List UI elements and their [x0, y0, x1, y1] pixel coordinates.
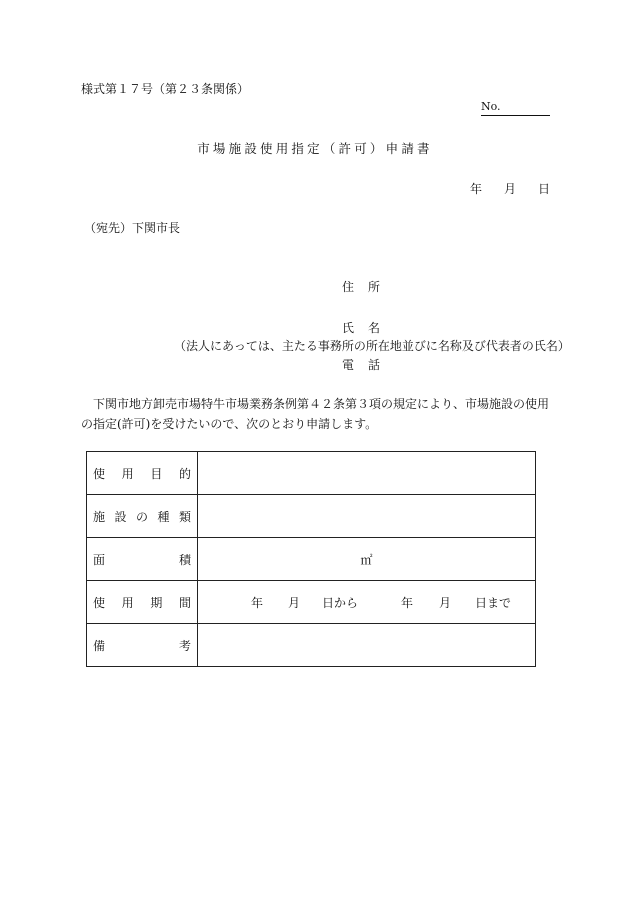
- label-char: 類: [178, 509, 191, 524]
- label-char: 目: [150, 466, 163, 481]
- phone-char: 話: [368, 358, 381, 372]
- period-start-day: 日から: [322, 595, 359, 610]
- table-row: [87, 624, 536, 667]
- addressee: （宛先）下関市長: [84, 221, 181, 235]
- name-char: 氏: [342, 321, 355, 335]
- corporate-name-note: （法人にあっては、主たる事務所の所在地並びに名称及び代表者の氏名）: [174, 339, 570, 353]
- facility-type-field[interactable]: [198, 495, 536, 538]
- period-label: [87, 581, 198, 624]
- label-char: 考: [178, 638, 191, 653]
- area-label: [87, 538, 198, 581]
- label-char: 設: [114, 509, 127, 524]
- date-year-label: 年: [470, 182, 483, 196]
- label-char: 用: [121, 595, 134, 610]
- applicant-address-label: [342, 278, 380, 295]
- period-end-year: 年: [401, 595, 414, 610]
- table-row: [87, 581, 536, 624]
- period-start-month: 月: [288, 595, 301, 610]
- remarks-label: [87, 624, 198, 667]
- form-number: 様式第１７号（第２３条関係）: [81, 82, 250, 96]
- date-month-label: 月: [503, 182, 516, 196]
- document-number-field[interactable]: No.: [481, 100, 550, 116]
- label-char: 的: [178, 466, 191, 481]
- label-char: 面: [93, 552, 106, 567]
- label-char: 積: [178, 552, 191, 567]
- label-char: 施: [93, 509, 106, 524]
- application-statement: 下関市地方卸売市場特牛市場業務条例第４２条第３項の規定により、市場施設の使用の指定(許可)を受けたいので、次のとおり申請します。: [81, 397, 550, 431]
- label-char: 用: [121, 466, 134, 481]
- remarks-field[interactable]: [198, 624, 536, 667]
- label-char: の: [135, 509, 148, 524]
- applicant-name-label: [342, 319, 380, 336]
- phone-char: 電: [342, 358, 355, 372]
- period-end-day: 日まで: [475, 595, 512, 610]
- label-char: 使: [93, 466, 106, 481]
- date-day-label: 日: [537, 182, 550, 196]
- document-title: 市場施設使用指定（許可）申請書: [197, 141, 433, 156]
- purpose-field[interactable]: [198, 452, 536, 495]
- label-char: 間: [178, 595, 191, 610]
- name-char: 名: [368, 321, 381, 335]
- period-start-year: 年: [251, 595, 264, 610]
- table-row: [87, 495, 536, 538]
- address-char: 所: [368, 280, 381, 294]
- application-table: [86, 451, 536, 667]
- applicant-phone-label: [342, 356, 380, 373]
- area-field[interactable]: [198, 538, 536, 581]
- square-meter-unit: ㎡: [360, 552, 373, 567]
- facility-type-label: [87, 495, 198, 538]
- table-row: [87, 538, 536, 581]
- label-char: 使: [93, 595, 106, 610]
- address-char: 住: [342, 280, 355, 294]
- purpose-label: [87, 452, 198, 495]
- table-row: [87, 452, 536, 495]
- application-date[interactable]: [470, 180, 550, 197]
- period-field[interactable]: [198, 581, 536, 624]
- label-char: 種: [157, 509, 170, 524]
- label-char: 備: [93, 638, 106, 653]
- label-char: 期: [150, 595, 163, 610]
- period-end-month: 月: [439, 595, 452, 610]
